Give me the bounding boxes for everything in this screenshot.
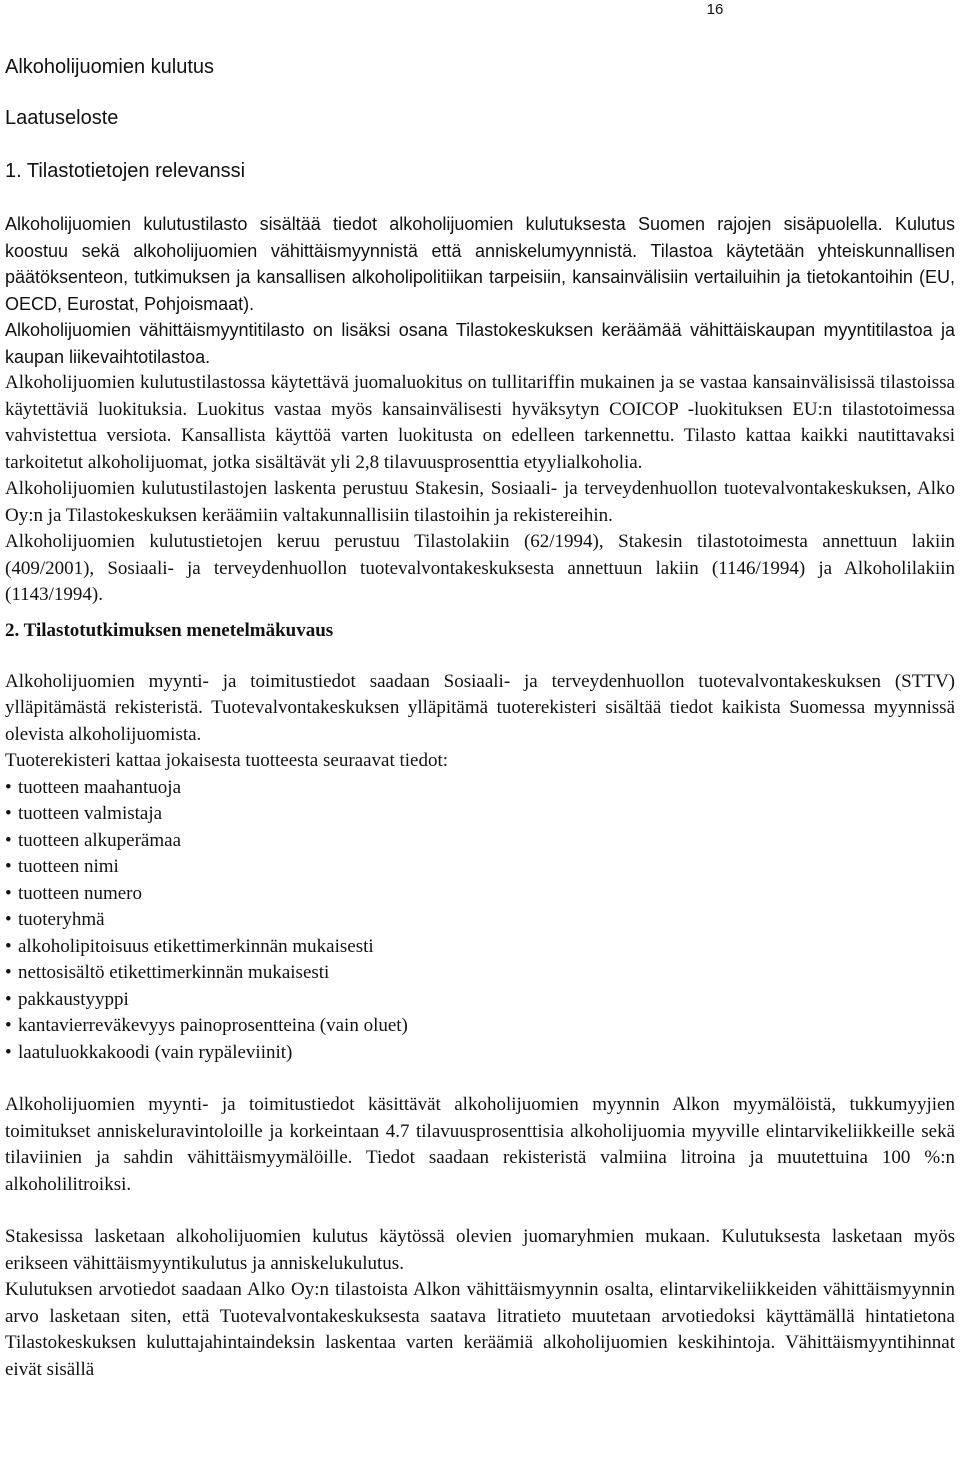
list-item: • alkoholipitoisuus etikettimerkinnän mukaisesti <box>5 934 955 961</box>
paragraph: Alkoholijuomien kulutustilastossa käytettävä juomaluokitus on tullitariffin mukainen ja se vastaa kansainvälisissä tilastoissa käytettäviä luokituksia. Luokitus vastaa myös kansainvälisesti hyväksytyn COICOP -luokituksen EU:n tilastotoimessa vahvistettua versiota. Kansallista käyttöä varten luokitusta on edelleen tarkennettu. Tilasto kattaa kaikki nautittavaksi tarkoitetut alkoholijuomat, jotka sisältävät yli 2,8 tilavuusprosenttia etyylialkoholia. <box>5 372 955 473</box>
paragraph: Alkoholijuomien kulutustilasto sisältää tiedot alkoholijuomien kulutuksesta Suomen rajojen sisäpuolella. Kulutus koostuu sekä alkoholijuomien vähittäismyynnistä että anniskelumyynnistä. Tilastoa käytetään yhteiskunnallisen päätöksenteon, tutkimuksen ja kansallisen alkoholipolitiikan tarpeisiin, kansainvälisiin vertailuihin ja tietokantoihin (EU, OECD, Eurostat, Pohjoismaat). <box>5 214 955 314</box>
bullet-icon: • <box>5 1041 12 1063</box>
bullet-icon: • <box>5 776 12 798</box>
spacer <box>5 1198 955 1224</box>
bullet-icon: • <box>5 882 12 904</box>
section-heading-methods: 2. Tilastotutkimuksen menetelmäkuvaus <box>5 619 334 641</box>
list-item: • kantavierreväkevyys painoprosentteina (vain oluet) <box>5 1013 955 1040</box>
section-heading-relevance: 1. Tilastotietojen relevanssi <box>5 160 246 182</box>
list-item: • pakkaustyyppi <box>5 987 955 1014</box>
paragraph: Kulutuksen arvotiedot saadaan Alko Oy:n tilastoista Alkon vähittäismyynnin osalta, elintarvikeliikkeiden vähittäismyynnin arvo lasketaan siten, että Tuotevalvontakeskuksesta saatava litratieto muutetaan arvotiedoksi käyttämällä hintatietona Tilastokeskuksen kuluttajahintaindeksin laskentaa varten keräämiä alkoholijuomien keskihintoja. Vähittäismyyntihinnat eivät sisällä <box>5 1279 955 1380</box>
bullet-icon: • <box>5 962 12 983</box>
list-item: • tuotteen nimi <box>5 854 955 881</box>
list-item: • tuotteen alkuperämaa <box>5 828 955 855</box>
list-item: • tuoteryhmä <box>5 907 955 934</box>
bullet-icon: • <box>5 803 12 824</box>
document-subtitle: Laatuseloste <box>5 107 119 129</box>
document-title: Alkoholijuomien kulutus <box>5 56 215 78</box>
paragraph: Alkoholijuomien kulutustietojen keruu perustuu Tilastolakiin (62/1994), Stakesin tilastotoimesta annettuun lakiin (409/2001), Sosiaali- ja terveydenhuollon tuotevalvontakeskuksesta annettuun lakiin (1146/1994) ja Alkoholilakiin (1143/1994). <box>5 531 955 605</box>
paragraph: Alkoholijuomien myynti- ja toimitustiedot saadaan Sosiaali- ja terveydenhuollon tuotevalvontakeskuksen (STTV) ylläpitämästä rekisteristä. Tuotevalvontakeskuksen ylläpitämä tuoterekisteri sisältää tiedot kaikista Suomessa myynnissä olevista alkoholijuomista. <box>5 670 955 745</box>
list-item: • tuotteen maahantuoja <box>5 775 955 802</box>
bullet-icon: • <box>5 829 12 851</box>
document-body <box>5 54 955 1383</box>
paragraph: Tuoterekisteri kattaa jokaisesta tuotteesta seuraavat tiedot: <box>5 750 449 771</box>
list-item: • tuotteen valmistaja <box>5 801 955 828</box>
page-number: 16 <box>706 1 724 18</box>
paragraph: Alkoholijuomien myynti- ja toimitustiedot käsittävät alkoholijuomien myynnin Alkon myymälöistä, tukkumyyjien toimitukset anniskeluravintoloille ja korkeintaan 4.7 tilavuusprosenttisia alkoholijuomia myyville elintarvikeliikkeille sekä tilaviinien ja sahdin vähittäismyymälöille. Tiedot saadaan rekisteristä valmiina litroina ja muutettuina 100 %:n alkoholilitroiksi. <box>5 1094 955 1195</box>
bullet-icon: • <box>5 909 12 930</box>
list-item: • tuotteen numero <box>5 881 955 908</box>
bullet-icon: • <box>5 988 12 1010</box>
product-info-list <box>5 775 955 1067</box>
list-item: • laatuluokkakoodi (vain rypäleviinit) <box>5 1040 955 1067</box>
bullet-icon: • <box>5 856 12 877</box>
paragraph: Alkoholijuomien vähittäismyyntitilasto on lisäksi osana Tilastokeskuksen keräämää vähittäiskaupan myyntitilastoa ja kaupan liikevaihtotilastoa. <box>5 320 955 367</box>
paragraph: Stakesissa lasketaan alkoholijuomien kulutus käytössä olevien juomaryhmien mukaan. Kulutuksesta lasketaan myös erikseen vähittäismyyntikulutus ja anniskelukulutus. <box>5 1226 955 1274</box>
spacer <box>5 1066 955 1092</box>
bullet-icon: • <box>5 1015 12 1036</box>
list-item: • nettosisältö etikettimerkinnän mukaisesti <box>5 960 955 987</box>
paragraph: Alkoholijuomien kulutustilastojen laskenta perustuu Stakesin, Sosiaali- ja terveydenhuollon tuotevalvontakeskuksen, Alko Oy:n ja Tilastokeskuksen keräämiin valtakunnallisiin tilastoihin ja rekistereihin. <box>5 478 955 526</box>
bullet-icon: • <box>5 935 12 957</box>
